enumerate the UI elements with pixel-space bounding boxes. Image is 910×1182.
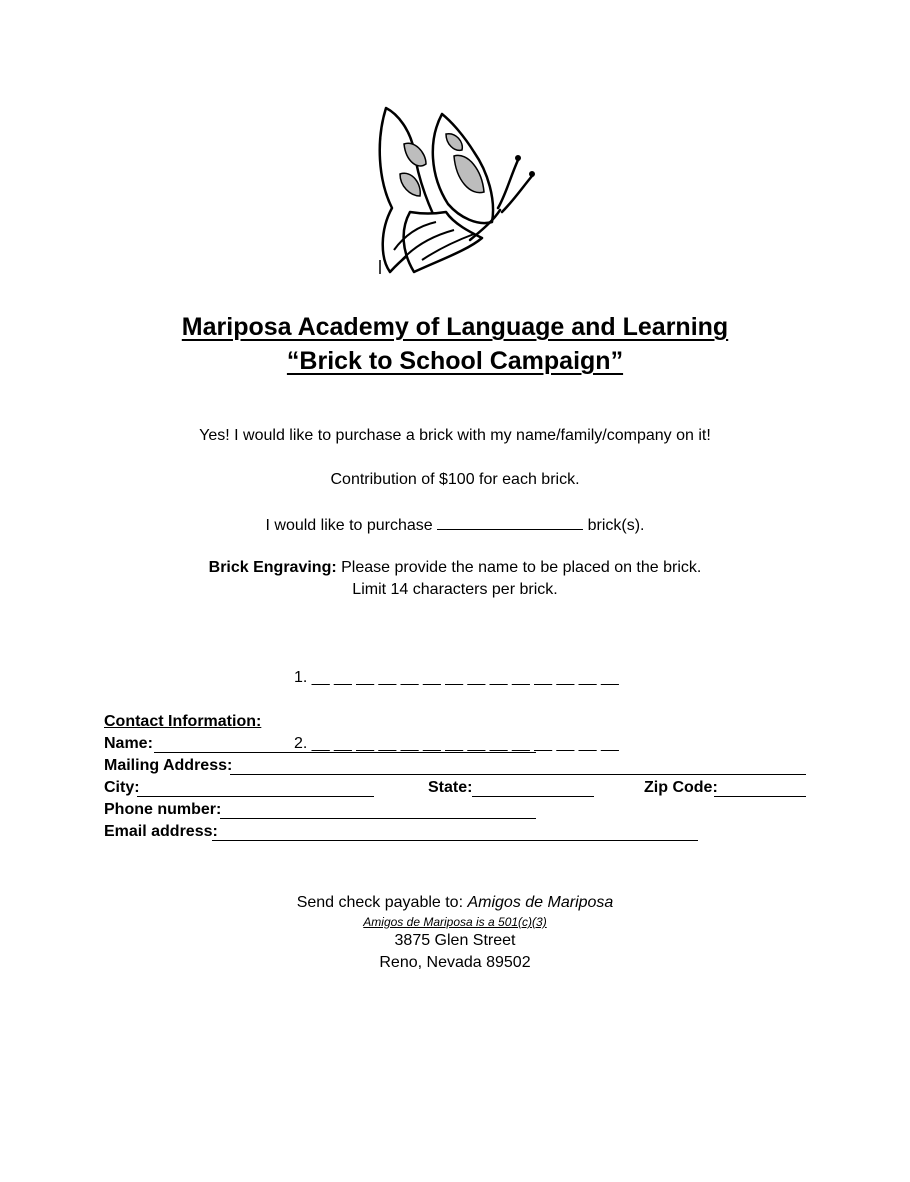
city-field[interactable]	[137, 796, 374, 797]
purchase-line	[0, 513, 910, 537]
send-check-line	[0, 892, 910, 914]
phone-field[interactable]	[220, 818, 536, 819]
engraving-instructions	[0, 557, 910, 579]
nonprofit-note: Amigos de Mariposa is a 501(c)(3)	[363, 915, 547, 929]
email-row	[104, 821, 824, 843]
contact-section	[104, 711, 824, 843]
engraving-line-2[interactable]: 2. __ __ __ __ __ __ __ __ __ __ __ __ __ __	[294, 735, 619, 752]
mailing-label: Mailing Address:	[104, 757, 233, 774]
character-limit: Limit 14 characters per brick.	[352, 581, 558, 598]
mailing-row	[104, 755, 824, 777]
state-label: State:	[428, 779, 473, 796]
butterfly-logo-icon	[370, 100, 540, 280]
contribution-line: Contribution of $100 for each brick.	[330, 471, 580, 488]
title-line-2: “Brick to School Campaign”	[286, 347, 624, 375]
city-state-zip-row	[104, 777, 824, 799]
email-field[interactable]	[212, 840, 698, 841]
city-label: City:	[104, 779, 140, 796]
zip-label: Zip Code:	[644, 779, 718, 796]
brick-quantity-field[interactable]	[437, 513, 583, 530]
state-field[interactable]	[472, 796, 594, 797]
send-prefix: Send check payable to:	[296, 894, 468, 911]
title-line-1: Mariposa Academy of Language and Learning	[181, 313, 729, 341]
name-field[interactable]	[154, 752, 536, 753]
purchase-suffix: brick(s).	[587, 517, 645, 534]
intro-line-1: Yes! I would like to purchase a brick with my name/family/company on it!	[199, 427, 711, 444]
name-label: Name:	[104, 735, 153, 752]
purchase-prefix: I would like to purchase	[265, 517, 433, 534]
phone-row	[104, 799, 824, 821]
city-state-zip: Reno, Nevada 89502	[379, 954, 531, 971]
phone-label: Phone number:	[104, 801, 222, 818]
mailing-address-field[interactable]	[230, 774, 806, 775]
street-address: 3875 Glen Street	[394, 932, 516, 949]
payee-name: Amigos de Mariposa	[467, 894, 614, 911]
name-row	[104, 733, 824, 755]
engraving-label: Brick Engraving:	[208, 559, 337, 576]
payment-instructions	[0, 892, 910, 974]
engraving-line-1[interactable]: 1. __ __ __ __ __ __ __ __ __ __ __ __ __ __	[294, 669, 619, 686]
contact-heading: Contact Information:	[104, 713, 262, 730]
zip-field[interactable]	[714, 796, 806, 797]
engraving-text: Please provide the name to be placed on the brick.	[336, 559, 702, 576]
page-title	[0, 310, 910, 378]
email-label: Email address:	[104, 823, 218, 840]
